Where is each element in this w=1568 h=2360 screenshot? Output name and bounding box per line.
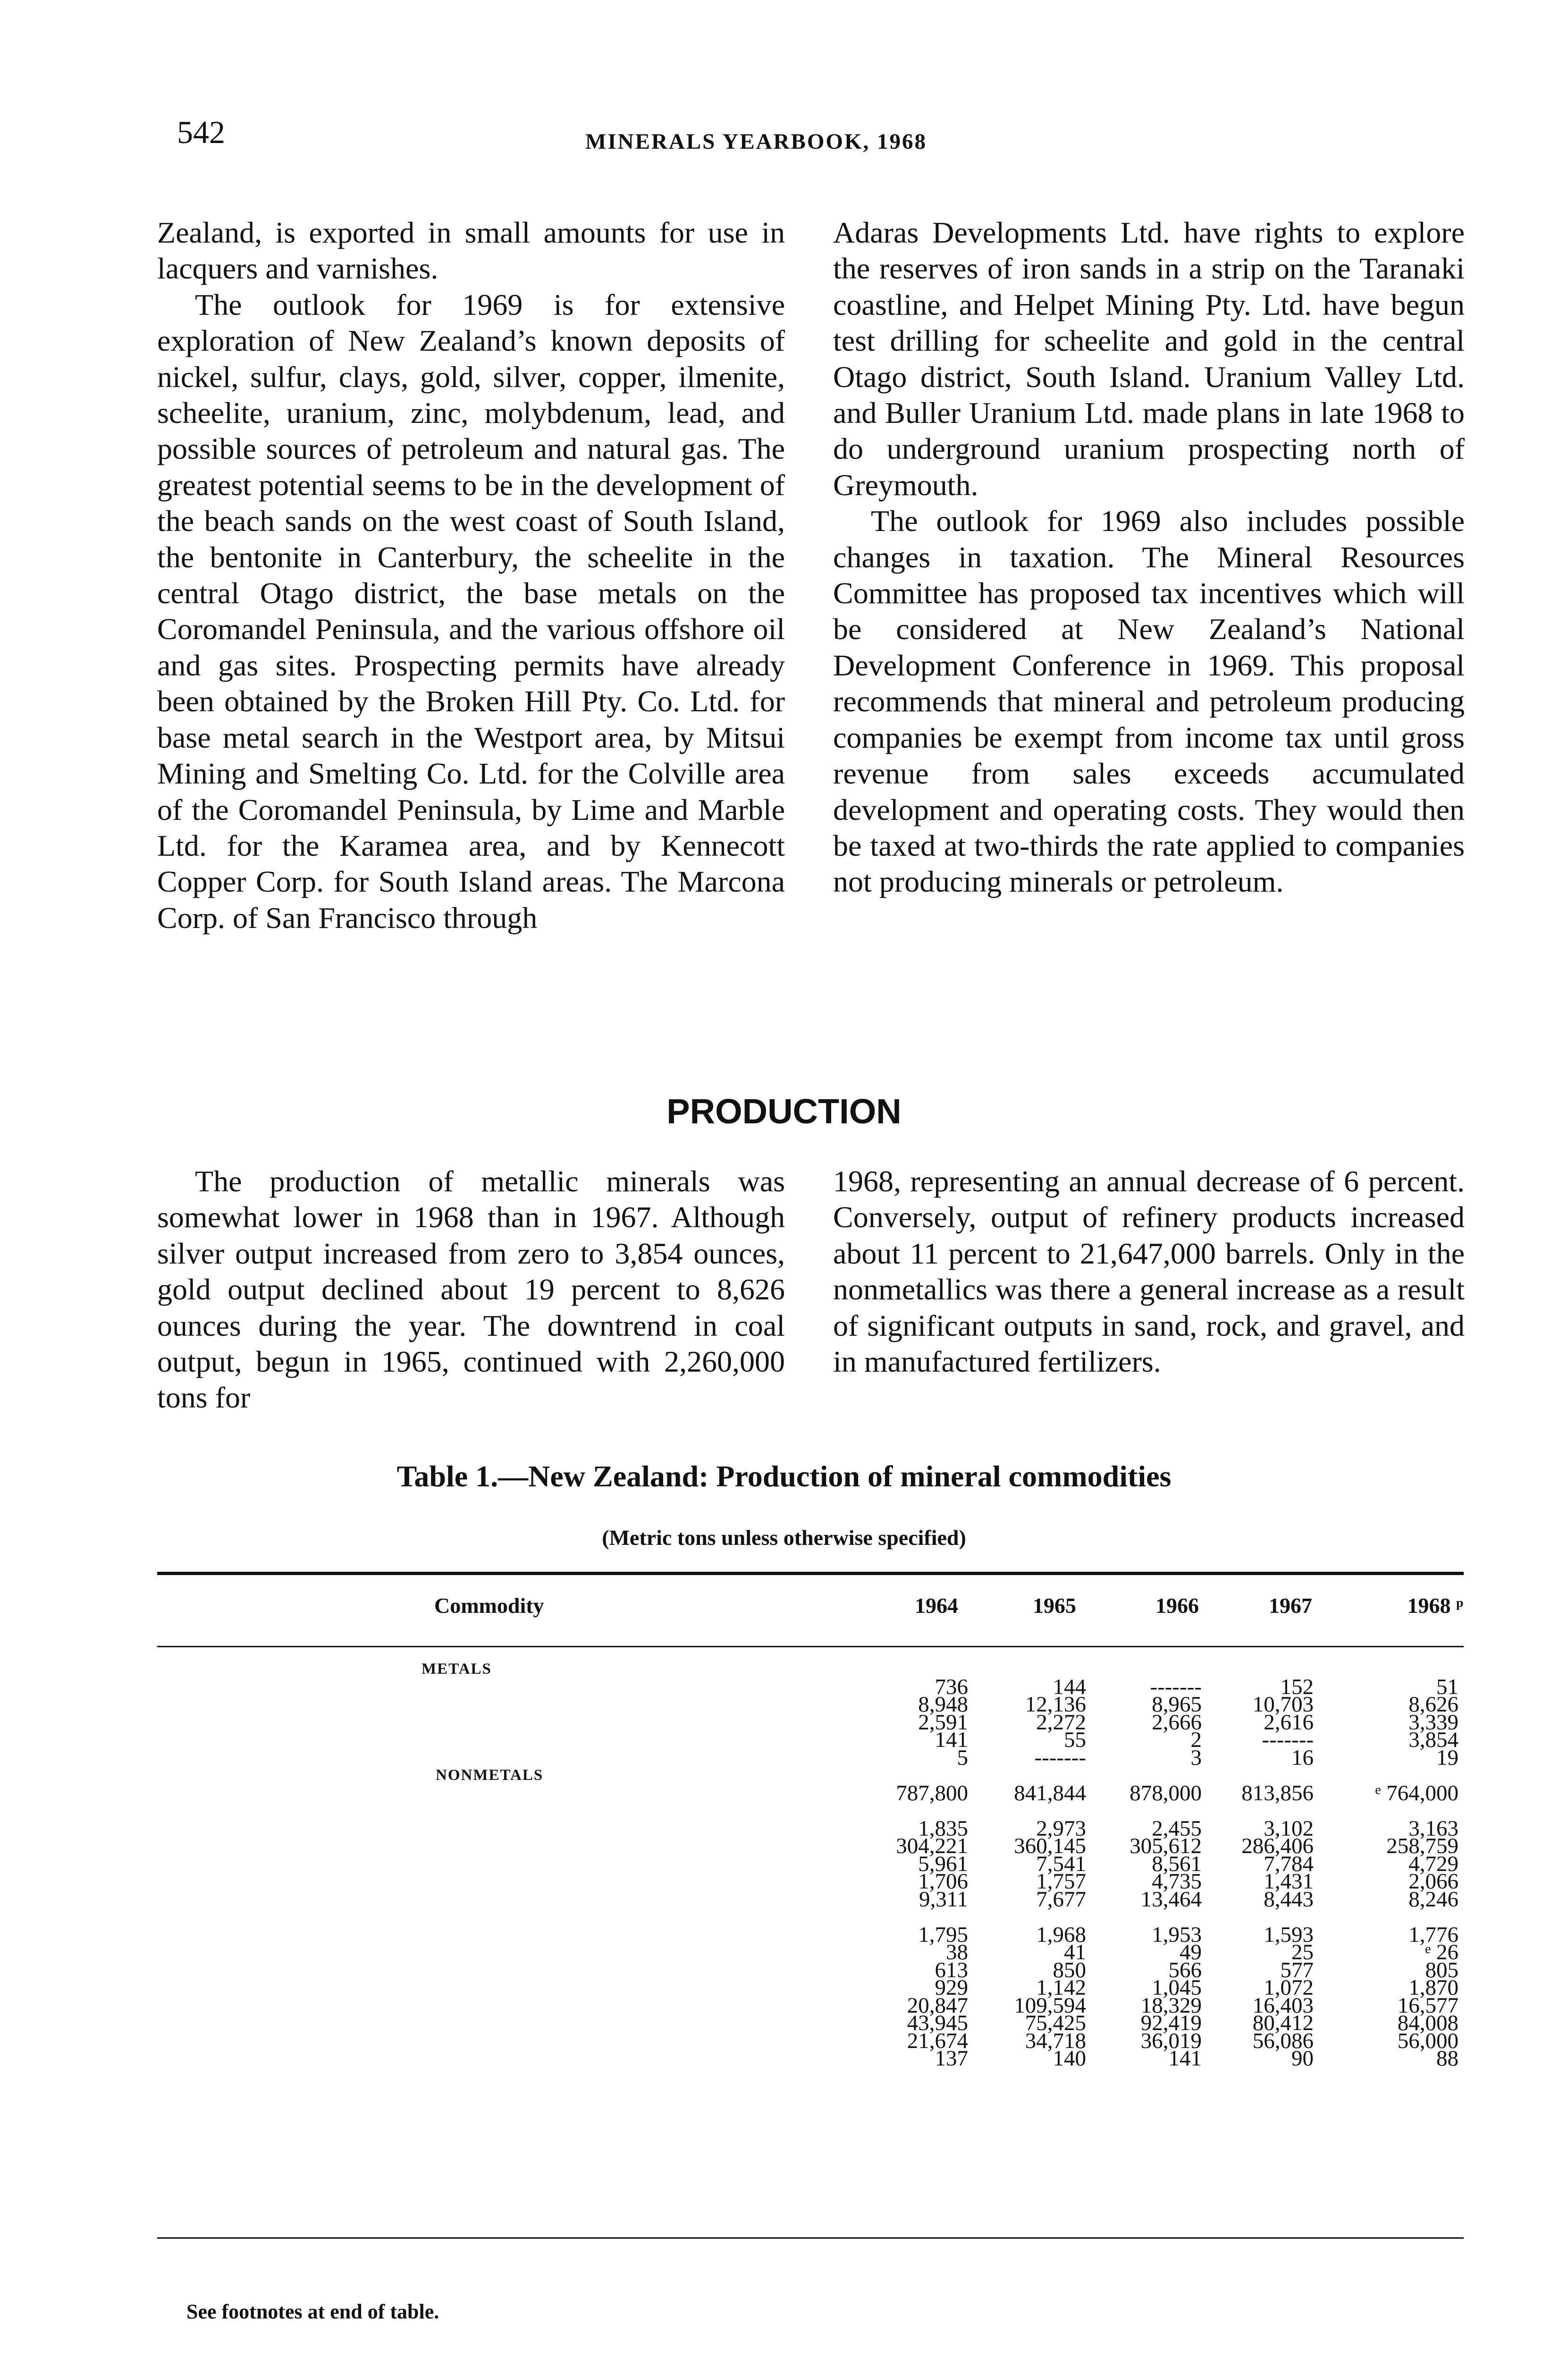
value-1968: 16,577 (1397, 1993, 1458, 2018)
value-1966: 2 (1190, 1728, 1202, 1752)
table-row (157, 1887, 1464, 1912)
section-label: NONMETALS (436, 1767, 544, 1784)
value-1968: 19 (1436, 1745, 1458, 1770)
value-1968: 3,163 (1408, 1816, 1458, 1841)
value-1967: 577 (1280, 1957, 1314, 1982)
value-1964: 141 (935, 1728, 968, 1752)
table-row (157, 1922, 1464, 1947)
value-1967: 8,443 (1264, 1887, 1314, 1912)
value-1964: 2,591 (918, 1710, 968, 1735)
value-1964: 929 (935, 1975, 968, 2000)
paragraph: The outlook for 1969 is for extensive exploration of New Zealand’s known deposits of nickel, sulfur, clays, gold, silver, copper, ilmenite, scheelite, uranium, zinc, molybdenum, lead, and possible sources of petroleum and natural gas. The greatest potential seems to be in the development of the beach sands on the west coast of South Island, the bentonite in Canterbury, the scheelite in the central Otago district, the base metals on the Coromandel Peninsula, and the various offshore oil and gas sites. Prospecting permits have already been obtained by the Broken Hill Pty. Co. Ltd. for base metal search in the Westport area, by Mitsui Mining and Smelting Co. Ltd. for the Colville area of the Coromandel Peninsula, by Lime and Marble Ltd. for the Karamea area, and by Kennecott Copper Corp. for South Island areas. The Marcona Corp. of San Francisco through (157, 287, 785, 935)
value-1965: 75,425 (1025, 2011, 1086, 2035)
value-1968: 2,066 (1408, 1869, 1458, 1894)
table-row (157, 1940, 1464, 1964)
table-title: Table 1.—New Zealand: Production of mineral commodities (396, 1459, 1172, 1493)
paragraph: Zealand, is exported in small amounts for use in lacquers and varnishes. (157, 216, 785, 286)
paragraph: The outlook for 1969 also includes possible changes in taxation. The Mineral Resources Committee has proposed tax incentives which will be considered at New Zealand’s National Development Conference in 1969. This proposal recommends that mineral and petroleum producing companies be exempt from income tax until gross revenue from sales exceeds accumulated development and operating costs. They would then be taxed at two-thirds the rate applied to companies not producing minerals or petroleum. (833, 504, 1465, 899)
value-1965: 1,142 (1036, 1975, 1086, 2000)
paragraph: The production of metallic minerals was somewhat lower in 1968 than in 1967. Although silver output increased from zero to 3,854 ounces, gold output declined about 19 percent to 8,626 ounces during the year. The downtrend in coal output, begun in 1965, continued with 2,260,000 tons for (157, 1164, 785, 1415)
value-1966: 8,561 (1152, 1851, 1202, 1876)
value-1964: 1,795 (918, 1922, 968, 1947)
value-1964: 20,847 (907, 1993, 968, 2018)
section-label: METALS (422, 1660, 492, 1677)
value-1964: 787,800 (896, 1780, 968, 1805)
value-1967: 16,403 (1252, 1993, 1314, 2018)
value-1968: 1,870 (1408, 1975, 1458, 2000)
value-1965: 7,541 (1036, 1851, 1086, 1876)
value-1967: 56,086 (1252, 2028, 1314, 2053)
value-1964: 304,221 (896, 1834, 968, 1858)
value-1967: 2,616 (1264, 1710, 1314, 1735)
value-1964: 5,961 (918, 1851, 968, 1876)
value-1964: 38 (946, 1940, 968, 1964)
value-1965: 41 (1064, 1940, 1086, 1964)
value-1965: ------- (1034, 1745, 1086, 1770)
value-1966: 305,612 (1130, 1834, 1202, 1858)
value-1964: 9,311 (919, 1887, 968, 1912)
value-1967: 1,593 (1264, 1922, 1314, 1947)
value-1967: 286,406 (1241, 1834, 1314, 1858)
value-1966: 3 (1190, 1745, 1202, 1770)
table-row (157, 1780, 1464, 1805)
value-1968: 3,854 (1408, 1728, 1458, 1752)
paragraph: 1968, representing an annual decrease of 6 percent. Conversely, output of refinery products increased about 11 percent to 21,647,000 barrels. Only in the nonmetallics was there a general increase as a result of significant outputs in sand, rock, and gravel, and in manufactured fertilizers. (833, 1164, 1465, 1379)
table-bottom-rule (157, 2237, 1464, 2239)
column-header-1965: 1965 (1033, 1593, 1076, 1618)
value-1966: 8,965 (1152, 1692, 1202, 1717)
value-1964: 21,674 (907, 2028, 968, 2053)
value-1967: 80,412 (1252, 2011, 1314, 2035)
text-column-right (833, 215, 1465, 900)
table-row (157, 1745, 1464, 1770)
production-text-left (157, 1163, 785, 1416)
value-1967: 10,703 (1252, 1692, 1314, 1717)
table-footnote: See footnotes at end of table. (186, 2300, 439, 2323)
production-text-right (833, 1163, 1465, 1380)
value-1966: 49 (1180, 1940, 1202, 1964)
value-1967: 1,072 (1264, 1975, 1314, 2000)
value-1965: 1,968 (1036, 1922, 1086, 1947)
value-1965: 360,145 (1014, 1834, 1086, 1858)
value-1966: 878,000 (1130, 1780, 1202, 1805)
value-1964: 8,948 (918, 1692, 968, 1717)
value-1964: 1,706 (918, 1869, 968, 1894)
value-1967: 152 (1280, 1674, 1314, 1699)
table-row (157, 2028, 1464, 2053)
text-column-left (157, 215, 785, 936)
value-1968: 8,626 (1408, 1692, 1458, 1717)
value-1966: 2,455 (1152, 1816, 1202, 1841)
value-1967: 813,856 (1241, 1780, 1314, 1805)
value-1968: 1,776 (1408, 1922, 1458, 1947)
value-1965: 55 (1064, 1728, 1086, 1752)
value-1968: 51 (1436, 1674, 1458, 1699)
value-1965: 12,136 (1025, 1692, 1086, 1717)
section-heading-production: PRODUCTION (666, 1092, 902, 1131)
value-1968: 84,008 (1397, 2011, 1458, 2035)
value-1966: 36,019 (1140, 2028, 1202, 2053)
value-1966: 18,329 (1140, 1993, 1202, 2018)
value-1968: 8,246 (1408, 1887, 1458, 1912)
column-header-1966: 1966 (1155, 1593, 1199, 1618)
value-1966: 141 (1168, 2046, 1202, 2071)
page-number: 542 (177, 114, 225, 150)
column-header-1967: 1967 (1269, 1593, 1312, 1618)
value-1964: 613 (935, 1957, 968, 1982)
value-1967: 1,431 (1264, 1869, 1314, 1894)
table-section-row (157, 1660, 1464, 1678)
table-subtitle: (Metric tons unless otherwise specified) (602, 1526, 966, 1550)
value-1967: 16 (1291, 1745, 1314, 1770)
value-1965: 1,757 (1036, 1869, 1086, 1894)
column-header-1968: 1968 ᵖ (1407, 1593, 1463, 1618)
value-1966: 1,045 (1152, 1975, 1202, 2000)
value-1966: 1,953 (1152, 1922, 1202, 1947)
table-header-rule (157, 1646, 1464, 1647)
value-1967: 7,784 (1264, 1851, 1314, 1876)
value-1966: 13,464 (1140, 1887, 1202, 1912)
value-1968: 4,729 (1408, 1851, 1458, 1876)
value-1964: 1,835 (918, 1816, 968, 1841)
value-1966: 2,666 (1152, 1710, 1202, 1735)
value-1968: 3,339 (1408, 1710, 1458, 1735)
value-1968: ᵉ 26 (1425, 1940, 1458, 1964)
value-1967: 3,102 (1264, 1816, 1314, 1841)
table-row (157, 1728, 1464, 1752)
value-1965: 850 (1053, 1957, 1086, 1982)
value-1968: 56,000 (1397, 2028, 1458, 2053)
column-header-commodity: Commodity (434, 1593, 544, 1618)
value-1967: 25 (1291, 1940, 1314, 1964)
column-header-1964: 1964 (915, 1593, 958, 1618)
paragraph: Adaras Developments Ltd. have rights to explore the reserves of iron sands in a strip on the Taranaki coastline, and Helpet Mining Pty. Ltd. have begun test drilling for scheelite and gold in the central Otago district, South Island. Uranium Valley Ltd. and Buller Uranium Ltd. made plans in late 1968 to do underground uranium prospecting north of Greymouth. (833, 216, 1465, 502)
value-1964: 137 (935, 2046, 968, 2071)
value-1965: 7,677 (1036, 1887, 1086, 1912)
value-1965: 140 (1053, 2046, 1086, 2071)
value-1965: 144 (1053, 1674, 1086, 1699)
value-1964: 736 (935, 1674, 968, 1699)
value-1968: ᵉ 764,000 (1375, 1780, 1458, 1805)
value-1965: 34,718 (1025, 2028, 1086, 2053)
value-1965: 2,973 (1036, 1816, 1086, 1841)
running-title: MINERALS YEARBOOK, 1968 (585, 129, 927, 154)
value-1967: ------- (1262, 1728, 1314, 1752)
table-top-rule (157, 1572, 1464, 1575)
value-1966: ------- (1150, 1674, 1202, 1699)
value-1968: 88 (1436, 2046, 1458, 2071)
table-row (157, 2046, 1464, 2071)
value-1968: 258,759 (1386, 1834, 1458, 1858)
value-1964: 43,945 (907, 2011, 968, 2035)
value-1967: 90 (1291, 2046, 1314, 2071)
table-body (157, 1660, 1464, 2071)
value-1965: 2,272 (1036, 1710, 1086, 1735)
value-1965: 109,594 (1014, 1993, 1086, 2018)
value-1965: 841,844 (1014, 1780, 1086, 1805)
value-1968: 805 (1425, 1957, 1458, 1982)
value-1966: 566 (1168, 1957, 1202, 1982)
value-1966: 92,419 (1140, 2011, 1202, 2035)
value-1966: 4,735 (1152, 1869, 1202, 1894)
value-1964: 5 (957, 1745, 968, 1770)
